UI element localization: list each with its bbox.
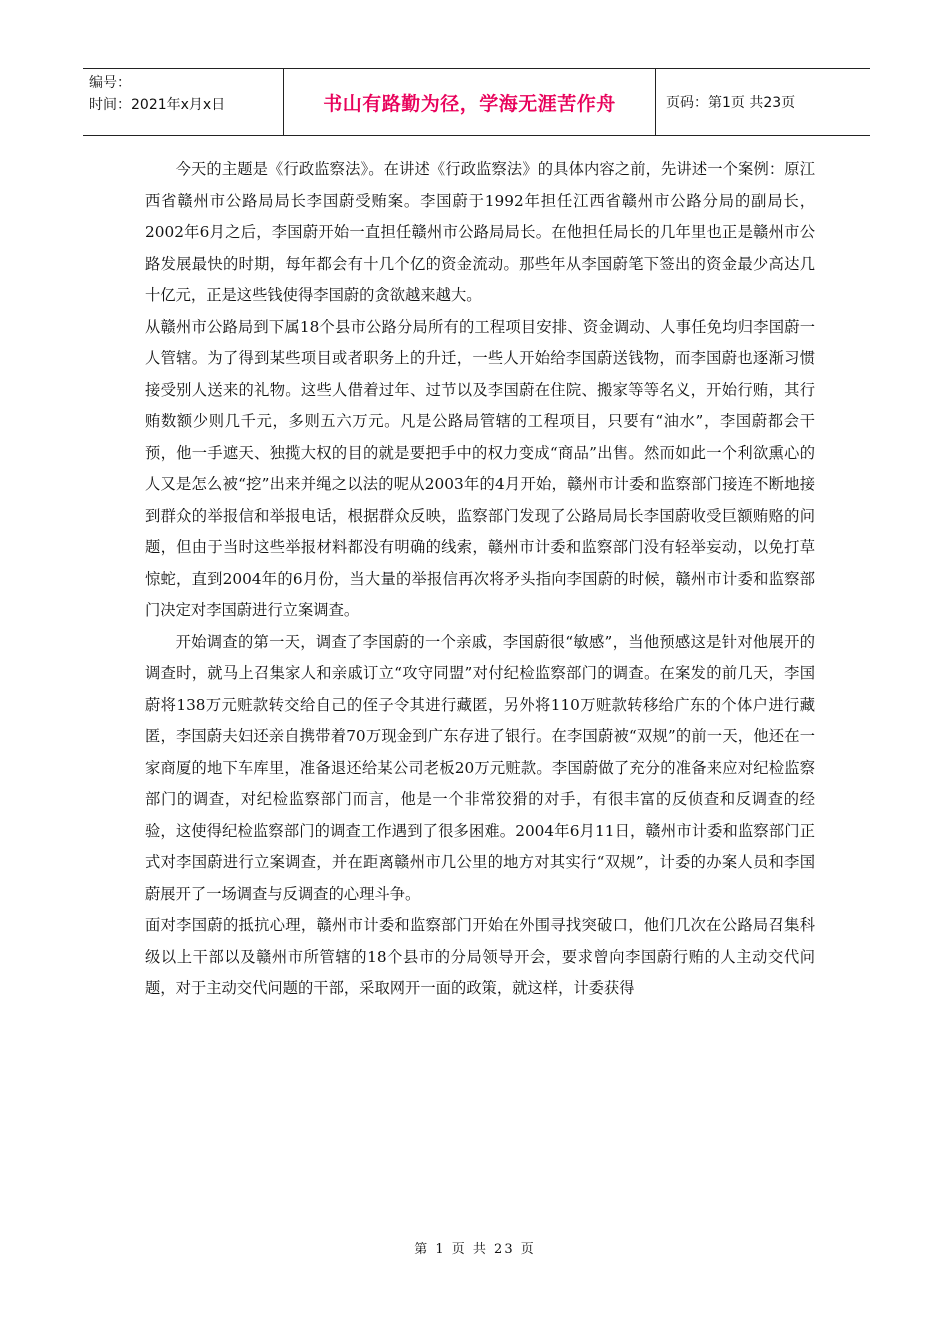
body-paragraph: 从赣州市公路局到下属18个县市公路分局所有的工程项目安排、资金调动、人事任免均归李国蔚一人管辖。为了得到某些项目或者职务上的升迁，一些人开始给李国蔚送钱物，而李国蔚也逐渐习惯接受别人送来的礼物。这些人借着过年、过节以及李国蔚在住院、搬家等等名义，开始行贿，其行贿数额少则几千元，多则五六万元。凡是公路局管辖的工程项目，只要有“油水”，李国蔚都会干预，他一手遮天、独揽大权的目的就是要把手中的权力变成“商品”出售。然而如此一个利欲熏心的人又是怎么被“挖”出来并绳之以法的呢从2003年的4月开始，赣州市计委和监察部门接连不断地接到群众的举报信和举报电话，根据群众反映，监察部门发现了公路局局长李国蔚收受巨额贿赂的问题，但由于当时这些举报材料都没有明确的线索，赣州市计委和监察部门没有轻举妄动，以免打草惊蛇，直到2004年的6月份，当大量的举报信再次将矛头指向李国蔚的时候，赣州市计委和监察部门决定对李国蔚进行立案调查。 xyxy=(145,317,815,619)
header-motto: 书山有路勤为径，学海无涯苦作舟 xyxy=(283,69,656,135)
document-body xyxy=(145,154,815,1005)
header-left-cell xyxy=(83,69,283,135)
page-header xyxy=(83,68,870,136)
document-date: 时间：2021年x月x日 xyxy=(89,97,226,113)
body-paragraph: 今天的主题是《行政监察法》。在讲述《行政监察法》的具体内容之前，先讲述一个案例：原江西省赣州市公路局局长李国蔚受贿案。李国蔚于1992年担任江西省赣州市公路分局的副局长， 2002年6月之后，李国蔚开始一直担任赣州市公路局局长。在他担任局长的几年里也正是赣州市公路发展最快的时期，每年都会有十几个亿的资金流动。那些年从李国蔚笔下签出的资金最少高达几十亿元，正是这些钱使得李国蔚的贪欲越来越大。 xyxy=(145,160,815,304)
body-paragraph: 开始调查的第一天，调查了李国蔚的一个亲戚，李国蔚很“敏感”，当他预感这是针对他展开的调查时，就马上召集家人和亲戚订立“攻守同盟”对付纪检监察部门的调查。在案发的前几天，李国蔚将138万元赃款转交给自己的侄子令其进行藏匿，另外将110万赃款转移给广东的个体户进行藏匿，李国蔚夫妇还亲自携带着70万现金到广东存进了银行。在李国蔚被“双规”的前一天，他还在一家商厦的地下车库里，准备退还给某公司老板20万元赃款。李国蔚做了充分的准备来应对纪检监察部门的调查，对纪检监察部门而言，他是一个非常狡猾的对手，有很丰富的反侦查和反调查的经验，这使得纪检监察部门的调查工作遇到了很多困难。2004年6月11日，赣州市计委和监察部门正式对李国蔚进行立案调查，并在距离赣州市几公里的地方对其实行“双规”，计委的办案人员和李国蔚展开了一场调查与反调查的心理斗争。 xyxy=(145,632,815,903)
document-number-label: 编号： xyxy=(89,75,131,91)
body-paragraph: 面对李国蔚的抵抗心理，赣州市计委和监察部门开始在外围寻找突破口，他们几次在公路局召集科级以上干部以及赣州市所管辖的18个县市的分局领导开会，要求曾向李国蔚行贿的人主动交代问题，对于主动交代问题的干部，采取网开一面的政策，就这样，计委获得 xyxy=(145,916,815,997)
page-footer: 第 1 页 共 23 页 xyxy=(414,1242,536,1257)
header-page-info: 页码：第1页 共23页 xyxy=(666,95,796,111)
